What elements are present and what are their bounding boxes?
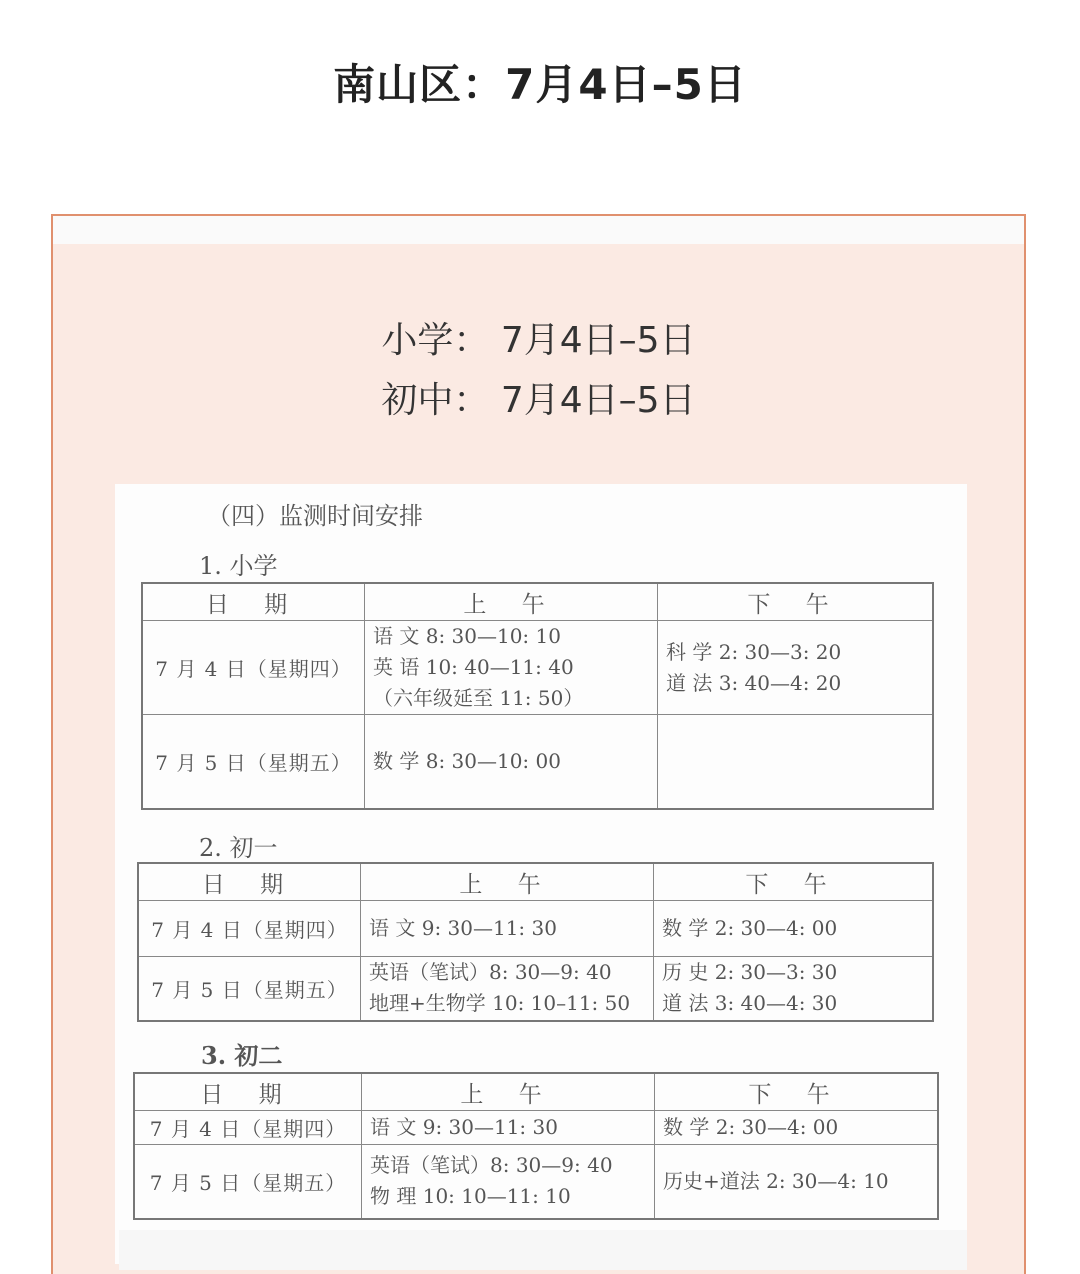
- schedule-entry: 语 文 8: 30—10: 10: [373, 624, 561, 648]
- intro-middle-school: 初中： 7月4日–5日: [381, 380, 696, 421]
- table-header-row: [138, 863, 933, 901]
- table-header-row: [142, 583, 933, 621]
- schedule-entry: 物 理 10: 10—11: 10: [370, 1184, 571, 1209]
- schedule-entry: 数 学 2: 30—4: 00: [662, 916, 838, 940]
- section-label-grade7: 2. 初一: [199, 834, 278, 862]
- col-header-date: 日 期: [134, 1073, 362, 1111]
- date-cell: 7 月 5 日（星期五）: [134, 1145, 362, 1219]
- intro-primary-school: 小学： 7月4日–5日: [381, 320, 696, 361]
- schedule-entry: 英 语 10: 40—11: 40: [373, 655, 574, 679]
- schedule-table-grade8: [133, 1072, 939, 1220]
- table-row: [134, 1111, 938, 1145]
- table-row: [138, 957, 933, 1021]
- schedule-entry: 语 文 9: 30—11: 30: [370, 1115, 558, 1139]
- next-image-edge: [119, 1230, 967, 1270]
- panel-top-strip: [53, 216, 1024, 244]
- schedule-table-primary: [141, 582, 934, 810]
- schedule-entry: 地理+生物学 10: 10–11: 50: [369, 991, 631, 1016]
- morning-cell: [361, 901, 654, 957]
- col-header-morning: 上 午: [365, 583, 658, 621]
- date-cell: 7 月 4 日（星期四）: [134, 1111, 362, 1145]
- afternoon-cell: [655, 1145, 939, 1219]
- page-title: 南山区：7月4日–5日: [333, 60, 747, 109]
- schedule-image: [115, 484, 967, 1264]
- table-row: [142, 715, 933, 809]
- morning-cell: [365, 621, 658, 715]
- date-cell: 7 月 5 日（星期五）: [138, 957, 361, 1021]
- schedule-entry: 科 学 2: 30—3: 20: [666, 639, 842, 664]
- table-row: [134, 1145, 938, 1219]
- afternoon-cell: [658, 715, 934, 809]
- col-header-date: 日 期: [142, 583, 365, 621]
- afternoon-cell: [658, 621, 934, 715]
- section-label-primary: 1. 小学: [199, 552, 278, 580]
- content-panel: [51, 214, 1026, 1274]
- table-header-row: [134, 1073, 938, 1111]
- col-header-morning: 上 午: [361, 863, 654, 901]
- schedule-entry: 道 法 3: 40—4: 20: [666, 670, 842, 695]
- col-header-afternoon: 下 午: [655, 1073, 939, 1111]
- schedule-entry: 历 史 2: 30—3: 30: [662, 960, 838, 985]
- table-row: [142, 621, 933, 715]
- schedule-table-grade7: [137, 862, 934, 1022]
- morning-cell: [365, 715, 658, 809]
- date-cell: 7 月 4 日（星期四）: [138, 901, 361, 957]
- schedule-entry: 历史+道法 2: 30—4: 10: [663, 1168, 889, 1193]
- date-cell: 7 月 4 日（星期四）: [142, 621, 365, 715]
- col-header-afternoon: 下 午: [654, 863, 934, 901]
- morning-cell: [362, 1111, 655, 1145]
- schedule-entry: 英语（笔试）8: 30—9: 40: [369, 960, 612, 985]
- morning-cell: [361, 957, 654, 1021]
- col-header-date: 日 期: [138, 863, 361, 901]
- section-label-grade8: 3. 初二: [201, 1041, 283, 1070]
- col-header-afternoon: 下 午: [658, 583, 934, 621]
- schedule-entry: （六年级延至 11: 50）: [373, 686, 584, 710]
- afternoon-cell: [654, 901, 934, 957]
- morning-cell: [362, 1145, 655, 1219]
- afternoon-cell: [655, 1111, 939, 1145]
- schedule-entry: 语 文 9: 30—11: 30: [369, 916, 557, 940]
- schedule-heading: （四）监测时间安排: [207, 502, 423, 530]
- table-row: [138, 901, 933, 957]
- schedule-entry: 道 法 3: 40—4: 30: [662, 991, 838, 1016]
- afternoon-cell: [654, 957, 934, 1021]
- schedule-entry: 英语（笔试）8: 30—9: 40: [370, 1153, 613, 1178]
- schedule-entry: 数 学 2: 30—4: 00: [663, 1115, 839, 1139]
- schedule-entry: 数 学 8: 30—10: 00: [373, 748, 561, 773]
- col-header-morning: 上 午: [362, 1073, 655, 1111]
- date-cell: 7 月 5 日（星期五）: [142, 715, 365, 809]
